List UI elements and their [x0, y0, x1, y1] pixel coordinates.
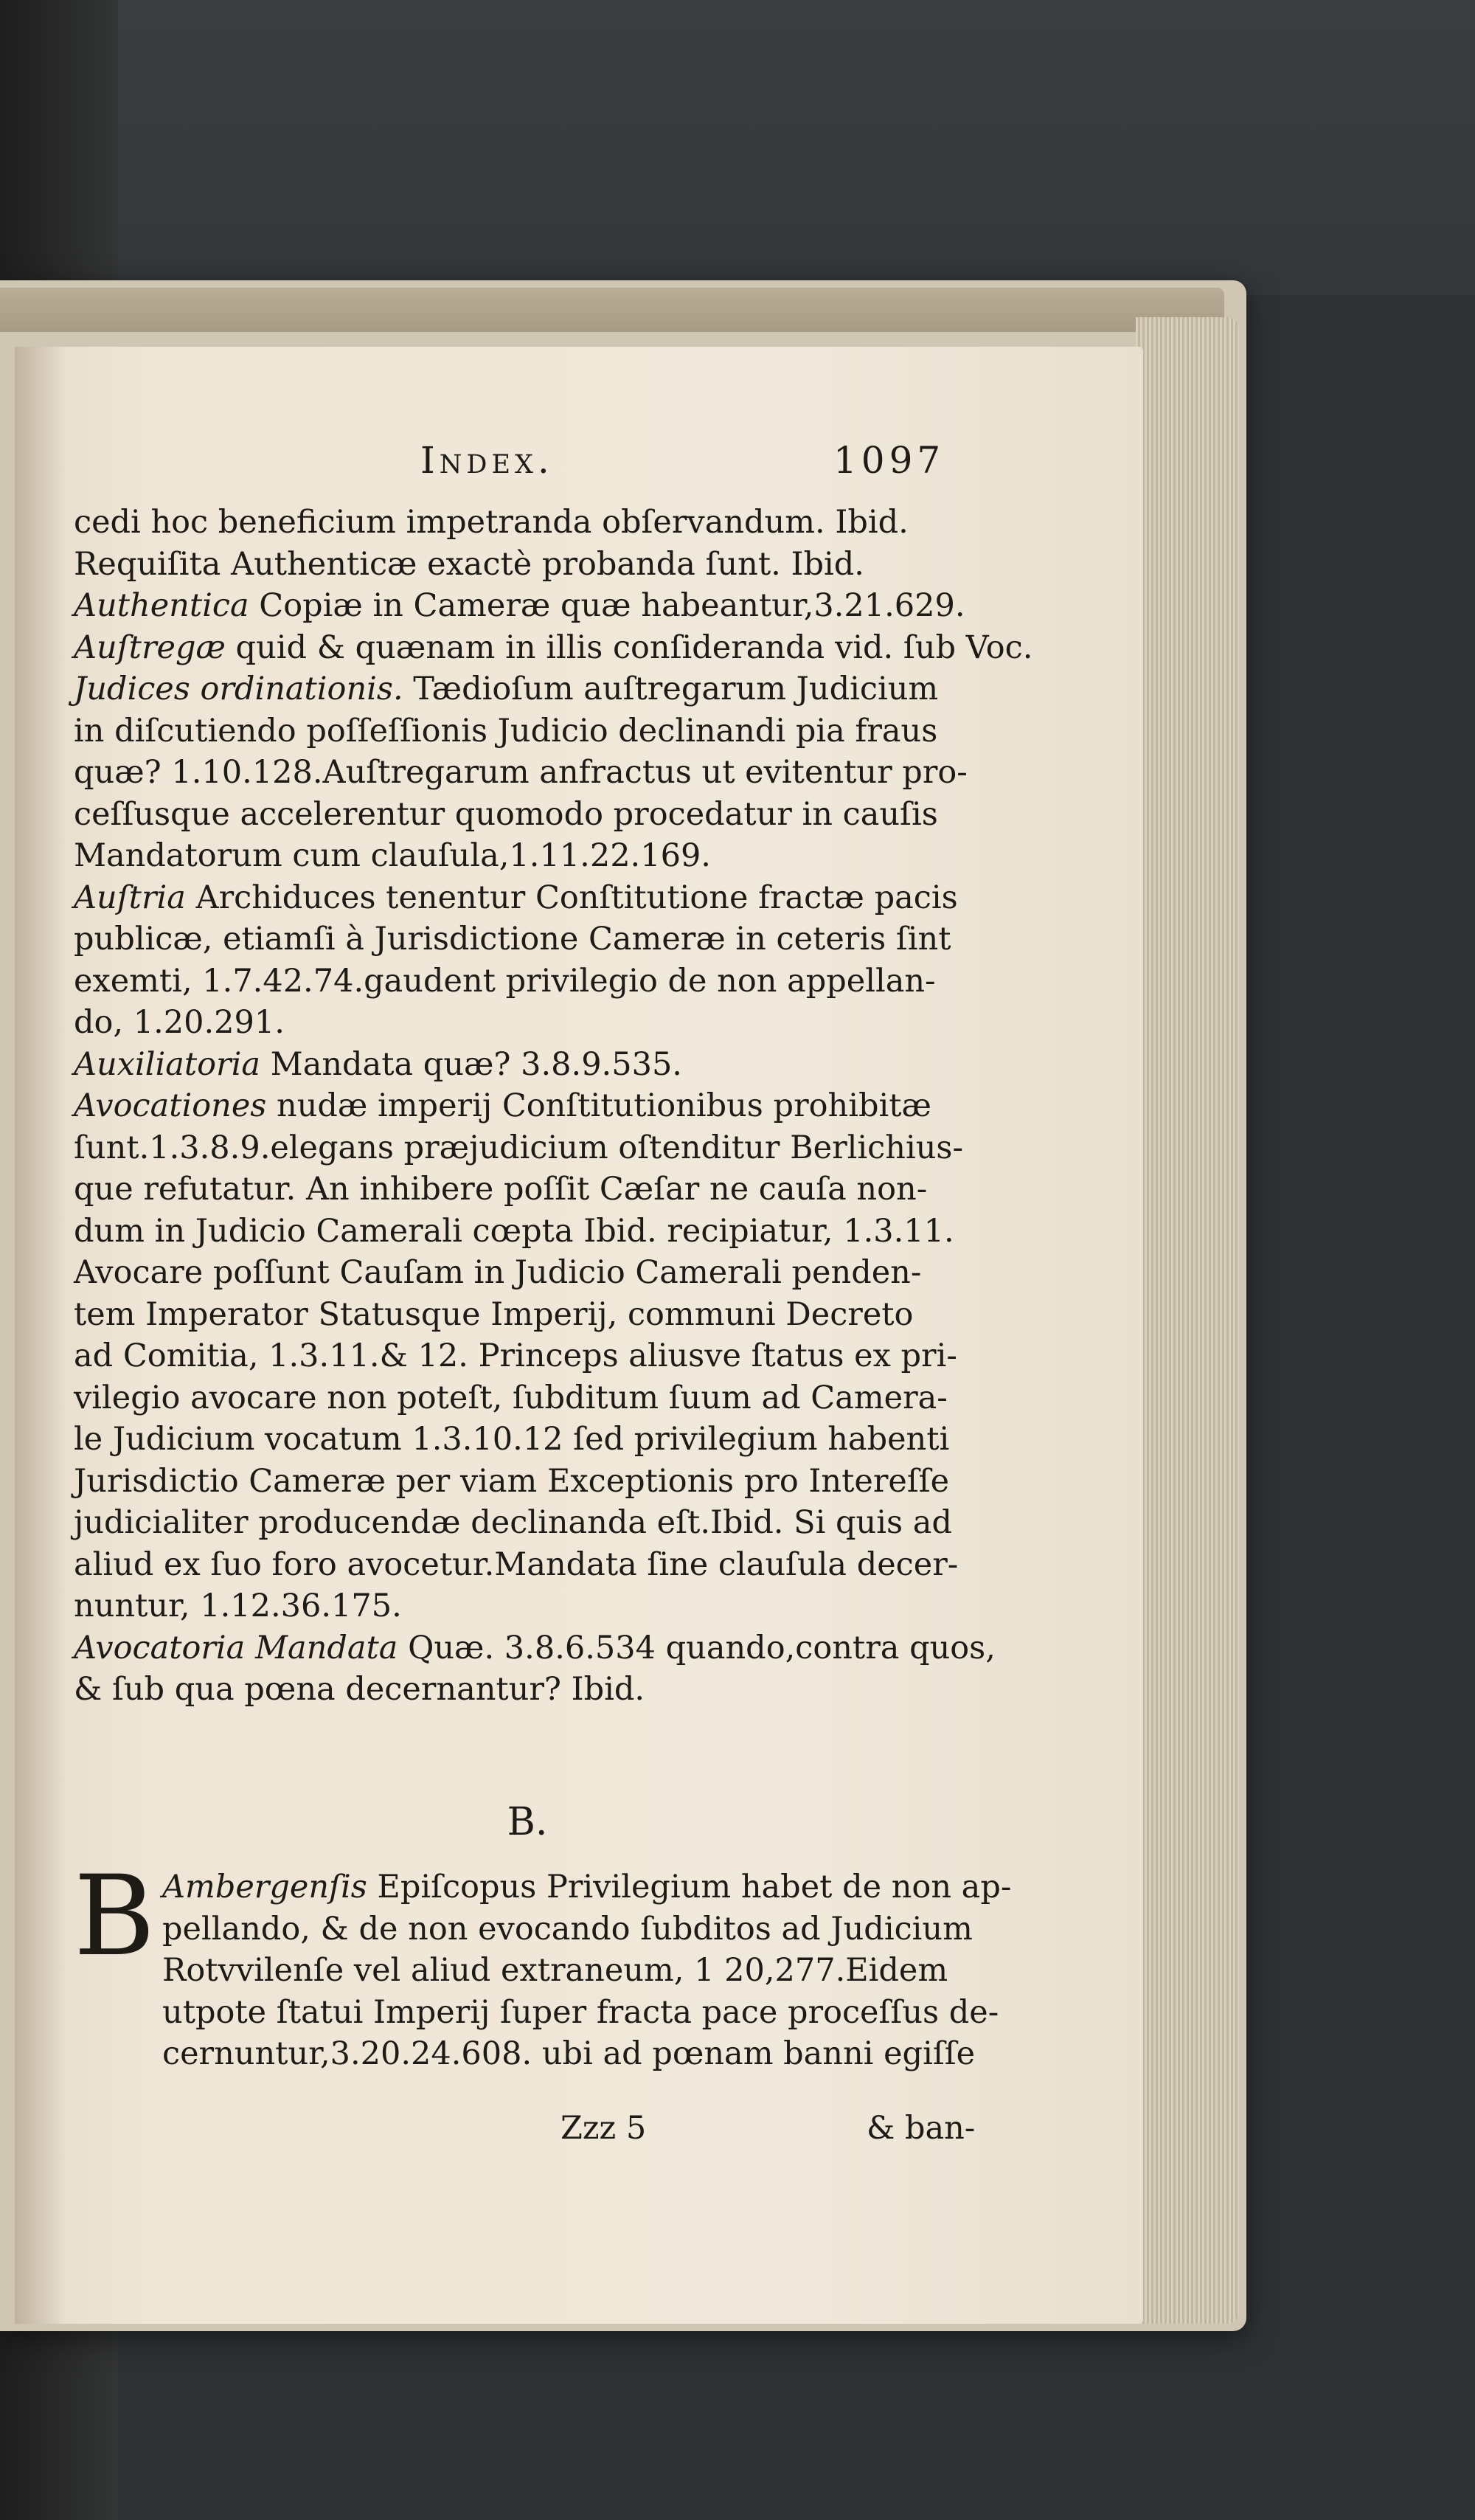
- index-text: do, 1.20.291.: [74, 1004, 285, 1041]
- index-line: [74, 1294, 981, 1336]
- index-line: [74, 1252, 981, 1294]
- index-text: Requiſita Authenticæ exactè probanda ſunt. Ibid.: [74, 545, 864, 583]
- gutter-shadow: [15, 347, 66, 2324]
- index-text: le Judicium vocatum 1.3.10.12 ſed privilegium habenti: [74, 1421, 950, 1458]
- index-text: utpote ſtatui Imperij ſuper fracta pace proceſſus de-: [162, 1993, 999, 2031]
- index-keyword: Auxiliatoria: [74, 1045, 261, 1083]
- index-line: [74, 1544, 981, 1586]
- index-keyword: Auſtregæ: [74, 629, 226, 666]
- section-b-entries: [162, 1866, 1012, 2075]
- index-line: [74, 752, 981, 794]
- index-keyword: Judices ordinationis.: [74, 671, 403, 707]
- index-text: tem Imperator Statusque Imperij, communi Decreto: [74, 1295, 914, 1333]
- index-line: [74, 1585, 981, 1627]
- signature-mark: Zzz 5: [560, 2110, 647, 2147]
- index-text: & ſub qua pœna decernantur? Ibid.: [74, 1671, 645, 1708]
- index-text: quæ? 1.10.128.Auſtregarum anfractus ut evitentur pro-: [74, 754, 968, 791]
- index-line: [74, 1002, 981, 1044]
- index-text: Jurisdictio Cameræ per viam Exceptionis pro Intereſſe: [74, 1462, 950, 1500]
- index-line: [74, 1419, 981, 1461]
- index-text: judicialiter producendæ declinanda eſt.Ibid. Si quis ad: [74, 1504, 952, 1541]
- index-text: Tædioſum auſtregarum Judicium: [403, 671, 939, 707]
- index-line: [74, 1211, 981, 1253]
- index-line: [162, 1992, 999, 2034]
- index-text: dum in Judicio Camerali cœpta Ibid. recipiatur, 1.3.11.: [74, 1212, 954, 1250]
- index-text: que refutatur. An inhibere poſſit Cæſar ne cauſa non-: [74, 1171, 928, 1208]
- index-text: exemti, 1.7.42.74.gaudent privilegio de non appellan-: [74, 962, 936, 1000]
- index-text: ceſſusque accelerentur quomodo procedatur in cauſis: [74, 795, 938, 833]
- index-line: [74, 1044, 981, 1086]
- index-line: [74, 668, 981, 710]
- index-text: Quæ. 3.8.6.534 quando,contra quos,: [398, 1629, 996, 1666]
- index-line: [162, 1950, 988, 1992]
- catchword: & ban-: [867, 2110, 976, 2147]
- index-text: ad Comitia, 1.3.11.& 12. Princeps aliusve ſtatus ex pri-: [74, 1337, 957, 1374]
- index-line: [74, 877, 981, 919]
- index-text: pellando, & de non evocando ſubditos ad Judicium: [162, 1910, 973, 1948]
- index-line: [74, 1085, 981, 1127]
- backdrop: [0, 0, 1475, 295]
- index-text: cernuntur,3.20.24.608. ubi ad pœnam banni egiſſe: [162, 2035, 976, 2072]
- running-head: [74, 439, 959, 491]
- index-text: Copiæ in Cameræ quæ habeantur,3.21.629.: [249, 587, 965, 624]
- index-line: [74, 502, 981, 544]
- index-line: [74, 627, 1033, 669]
- index-text: ſunt.1.3.8.9.elegans præjudicium oſtenditur Berlichius-: [74, 1129, 963, 1166]
- index-line: [74, 544, 981, 586]
- index-text: Avocare poſſunt Cauſam in Judicio Camerali penden-: [74, 1254, 922, 1291]
- index-keyword: Avocationes: [74, 1087, 267, 1124]
- index-line: [74, 960, 981, 1003]
- index-keyword: Avocatoria Mandata: [74, 1629, 398, 1666]
- index-text: Epiſcopus Privilegium habet de non ap-: [367, 1869, 1012, 1905]
- index-line: [74, 835, 981, 877]
- index-line: [162, 1908, 988, 1950]
- index-line: [74, 1461, 981, 1503]
- index-line: [162, 2033, 988, 2075]
- drop-capital: B: [74, 1852, 156, 1981]
- index-line: [74, 1377, 981, 1419]
- index-text: nudæ imperij Conſtitutionibus prohibitæ: [266, 1087, 931, 1124]
- index-line: [74, 1669, 981, 1711]
- index-text: cedi hoc beneficium impetranda obſervandum. Ibid.: [74, 504, 909, 541]
- index-text: Rotvvilenſe vel aliud extraneum, 1 20,277.Eidem: [162, 1952, 948, 1989]
- index-line: [74, 1169, 981, 1211]
- index-line: [74, 1335, 981, 1377]
- index-keyword: Auſtria: [74, 879, 186, 916]
- index-text: in diſcutiendo poſſeſſionis Judicio declinandi pia fraus: [74, 712, 938, 750]
- index-text: nuntur, 1.12.36.175.: [74, 1588, 402, 1624]
- index-entries: [74, 502, 1033, 1711]
- index-line: [74, 794, 981, 836]
- index-keyword: Authentica: [74, 587, 249, 624]
- index-line: [74, 585, 981, 627]
- index-line: [74, 1502, 981, 1544]
- index-line: [74, 918, 981, 960]
- index-text: Mandatorum cum clauſula,1.11.22.169.: [74, 837, 711, 874]
- page-number: 1097: [833, 439, 945, 482]
- running-title: Index.: [420, 439, 554, 482]
- index-text: Archiduces tenentur Conſtitutione fractæ pacis: [185, 879, 958, 916]
- section-heading: B.: [507, 1800, 548, 1844]
- index-line: [74, 710, 981, 752]
- book-cover-edge: [0, 288, 1224, 332]
- index-keyword: Ambergenſis: [162, 1869, 367, 1905]
- index-text: Mandata quæ? 3.8.9.535.: [260, 1045, 682, 1083]
- index-line: [162, 1866, 1012, 1908]
- index-text: quid & quænam in illis conſideranda vid. ſub Voc.: [225, 629, 1033, 666]
- page-edges: [1136, 317, 1239, 2324]
- index-text: publicæ, etiamſi à Jurisdictione Cameræ in ceteris ſint: [74, 921, 951, 958]
- index-text: aliud ex ſuo foro avocetur.Mandata ſine clauſula decer-: [74, 1545, 959, 1583]
- index-line: [74, 1627, 996, 1669]
- index-text: vilegio avocare non poteſt, ſubditum ſuum ad Camera-: [74, 1379, 948, 1416]
- index-line: [74, 1127, 981, 1169]
